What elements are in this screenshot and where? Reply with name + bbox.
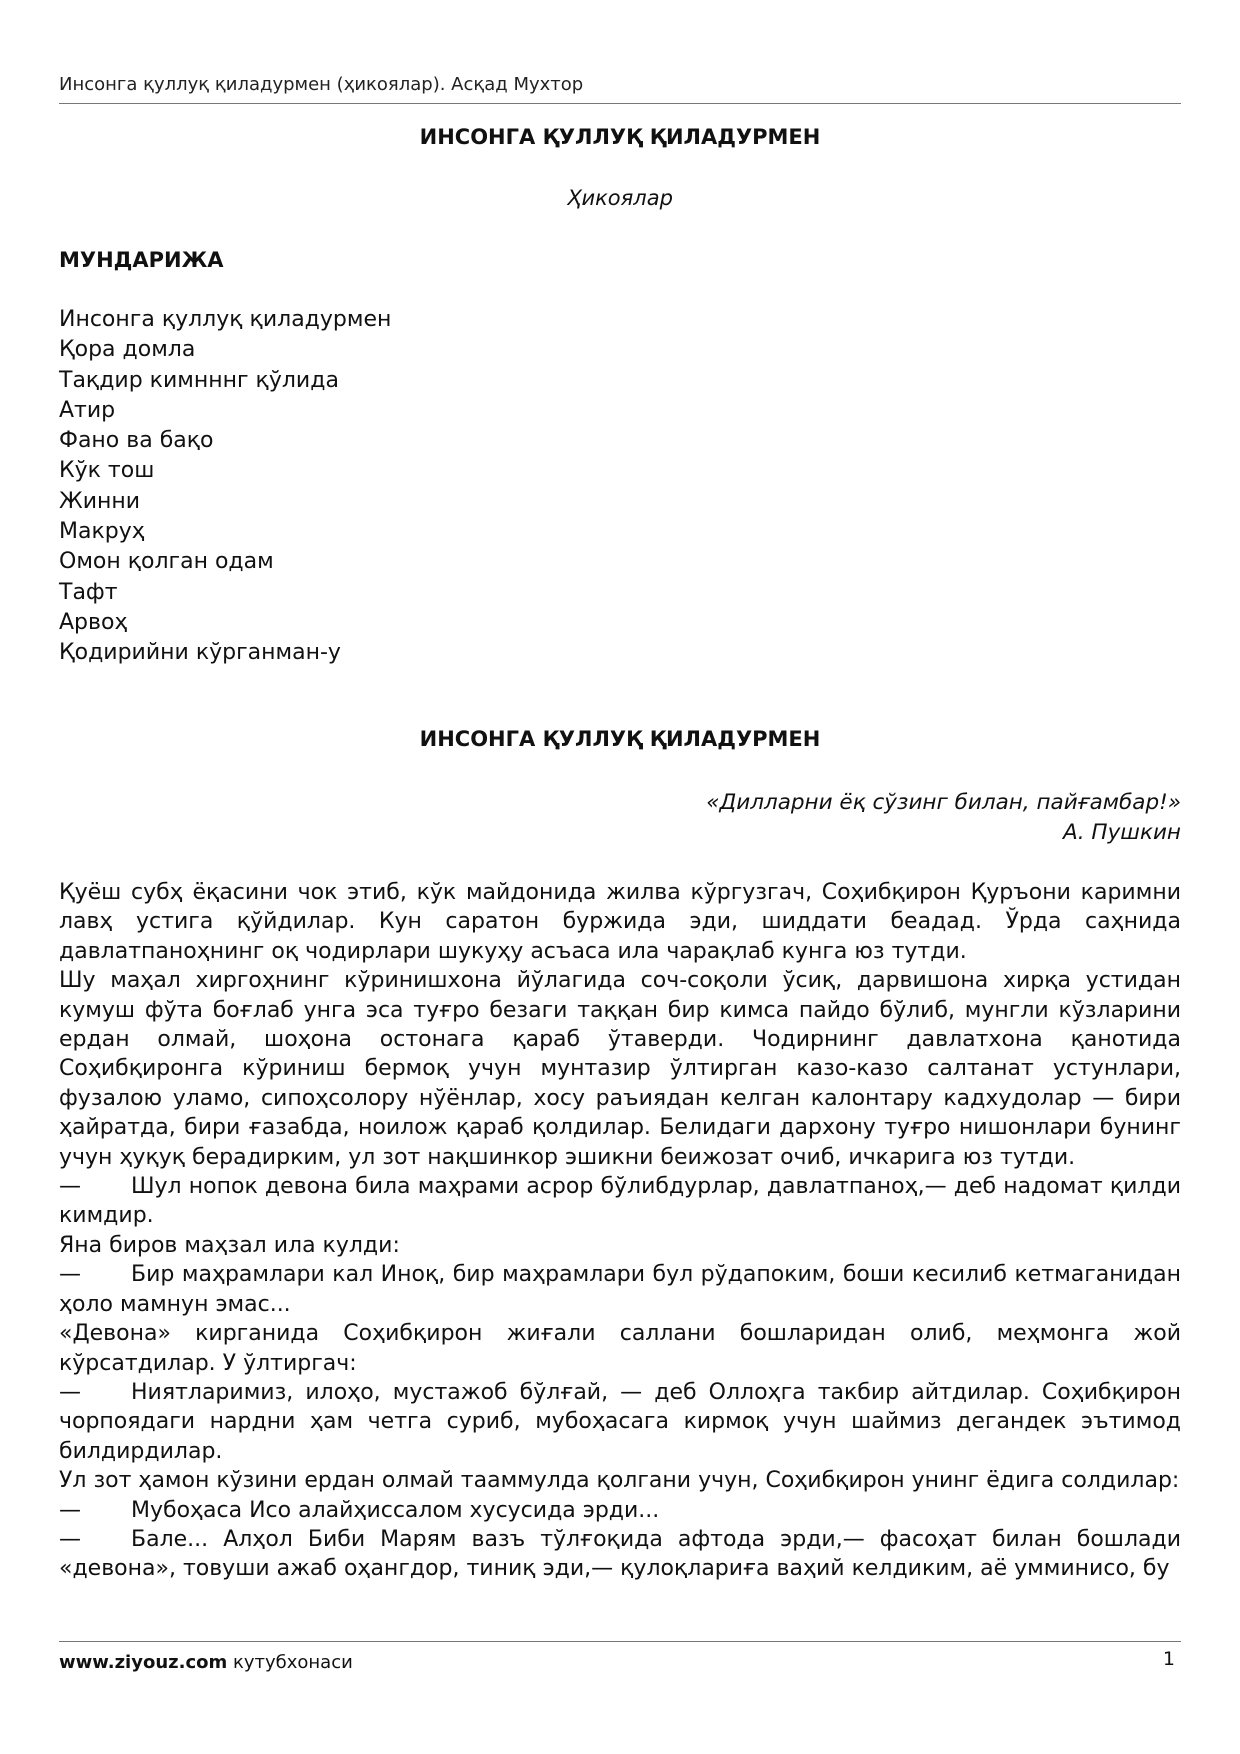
toc-item[interactable]: Тафт	[59, 579, 118, 605]
dialogue-text: Мубоҳаса Исо алайҳиссалом хусусида эрди...	[131, 1497, 660, 1523]
epigraph-quote: «Дилларни ёқ сўзинг билан, пайғамбар!»	[706, 790, 1181, 815]
toc-item[interactable]: Фано ва бақо	[59, 428, 214, 454]
dialogue-paragraph	[59, 1525, 1181, 1584]
toc-item[interactable]: Жинни	[59, 488, 141, 514]
running-header: Инсонга қуллуқ қиладурмен (ҳикоялар). Асқад Мухтор	[59, 74, 584, 95]
paragraph: Қуёш субҳ ёқасини чок этиб, кўк майдонида жилва кўргузгач, Соҳибқирон Қуръони каримни лавҳ устига қўйдилар. Кун саратон буржида эди, шиддати беадад. Ўрда саҳнида давлатпаноҳнинг оқ чодирлари шукуҳу асъаса ила чарақлаб кунга юз тутди.	[59, 880, 1181, 964]
paragraph: Ул зот ҳамон кўзини ердан олмай тааммулда қолгани учун, Соҳибқирон унинг ёдига солдилар:	[59, 1468, 1180, 1494]
dialogue-text: Ниятларимиз, илоҳо, мустажоб бўлғай, — деб Оллоҳга такбир айтдилар. Соҳибқирон чорпоядаги нардни ҳам четга суриб, мубоҳасага кирмоқ учун шаймиз дегандек эътимод билдирдилар.	[59, 1379, 1181, 1464]
header-divider	[59, 103, 1181, 104]
story-title: ИНСОНГА ҚУЛЛУҚ ҚИЛАДУРМЕН	[419, 727, 821, 751]
dialogue-paragraph	[59, 1496, 1181, 1525]
toc-item[interactable]: Қодирийни кўрганман-у	[59, 640, 341, 666]
dialogue-text: Бале... Алҳол Биби Марям вазъ тўлғоқида афтода эрди,— фасоҳат билан бошлади «девона», товуши ажаб оҳангдор, тиниқ эди,— қулоқлариға ваҳий келдиким, аё умминисо, бу	[59, 1526, 1181, 1582]
book-title: ИНСОНГА ҚУЛЛУҚ ҚИЛАДУРМЕН	[419, 125, 821, 149]
dialogue-text: Шул нопок девона била маҳрами асрор бўлибдурлар, давлатпаноҳ,— деб надомат қилди кимдир.	[59, 1174, 1181, 1229]
toc-item[interactable]: Тақдир кимнннг қўлида	[59, 367, 339, 393]
toc-item[interactable]: Кўк тош	[59, 458, 155, 484]
dialogue-paragraph	[59, 1260, 1181, 1319]
paragraph: Шу маҳал хиргоҳнинг кўринишхона йўлагида соч-соқоли ўсиқ, дарвишона хирқа устидан кумуш фўта боғлаб унга эса туғро безаги таққан бир кимса пайдо бўлиб, мунгли кўзларини ердан олмай, шоҳона остонага қараб ўтаверди. Чодирнинг давлатхона қанотида Соҳибқиронга кўриниш бермоқ учун мунтазир ўлтирган казо-казо салтанат устунлари, фузалою уламо, сипоҳсолору нўёнлар, хосу раъиядан келган калонтару кадхудолар — бири ҳайратда, бири ғазабда, ноилож қараб қолдилар. Белидаги дархону туғро нишонлари бунинг учун ҳуқуқ берадирким, ул зот нақшинкор эшикни беижозат очиб, ичкарига юз тутди.	[59, 968, 1181, 1170]
toc-item[interactable]: Арвоҳ	[59, 609, 128, 635]
dialogue-dash: —	[59, 1262, 81, 1288]
toc-item[interactable]: Атир	[59, 397, 116, 423]
book-subtitle: Ҳикоялар	[567, 186, 673, 210]
epigraph	[706, 788, 1181, 848]
dialogue-paragraph	[59, 1378, 1181, 1466]
footer-divider	[59, 1641, 1181, 1642]
footer-library-label: кутубхонаси	[232, 1652, 353, 1673]
page-number: 1	[1162, 1648, 1175, 1670]
toc-heading: МУНДАРИЖА	[59, 248, 224, 272]
toc-item[interactable]: Омон қолган одам	[59, 549, 274, 575]
toc-item[interactable]: Инсонга қуллуқ қиладурмен	[59, 307, 392, 332]
story-body	[59, 878, 1181, 1584]
toc-item[interactable]: Макруҳ	[59, 519, 145, 545]
dialogue-dash: —	[59, 1526, 81, 1552]
toc-item[interactable]: Қора домла	[59, 337, 196, 363]
paragraph: Яна биров маҳзал ила кулди:	[59, 1232, 400, 1258]
dialogue-text: Бир маҳрамлари кал Иноқ, бир маҳрамлари бул рўдапоким, боши кесилиб кетмаганидан ҳоло мамнун эмас...	[59, 1262, 1181, 1317]
footer-credit	[59, 1652, 353, 1673]
dialogue-dash: —	[59, 1497, 81, 1523]
dialogue-dash: —	[59, 1379, 81, 1405]
toc-list	[59, 305, 391, 669]
dialogue-paragraph	[59, 1172, 1181, 1231]
epigraph-author: А. Пушкин	[1063, 820, 1181, 845]
paragraph: «Девона» кирганида Соҳибқирон жиғали саллани бошларидан олиб, меҳмонга жой кўрсатдилар. У ўлтиргач:	[59, 1321, 1181, 1376]
dialogue-dash: —	[59, 1174, 81, 1200]
footer-site-link[interactable]: www.ziyouz.com	[59, 1652, 228, 1673]
